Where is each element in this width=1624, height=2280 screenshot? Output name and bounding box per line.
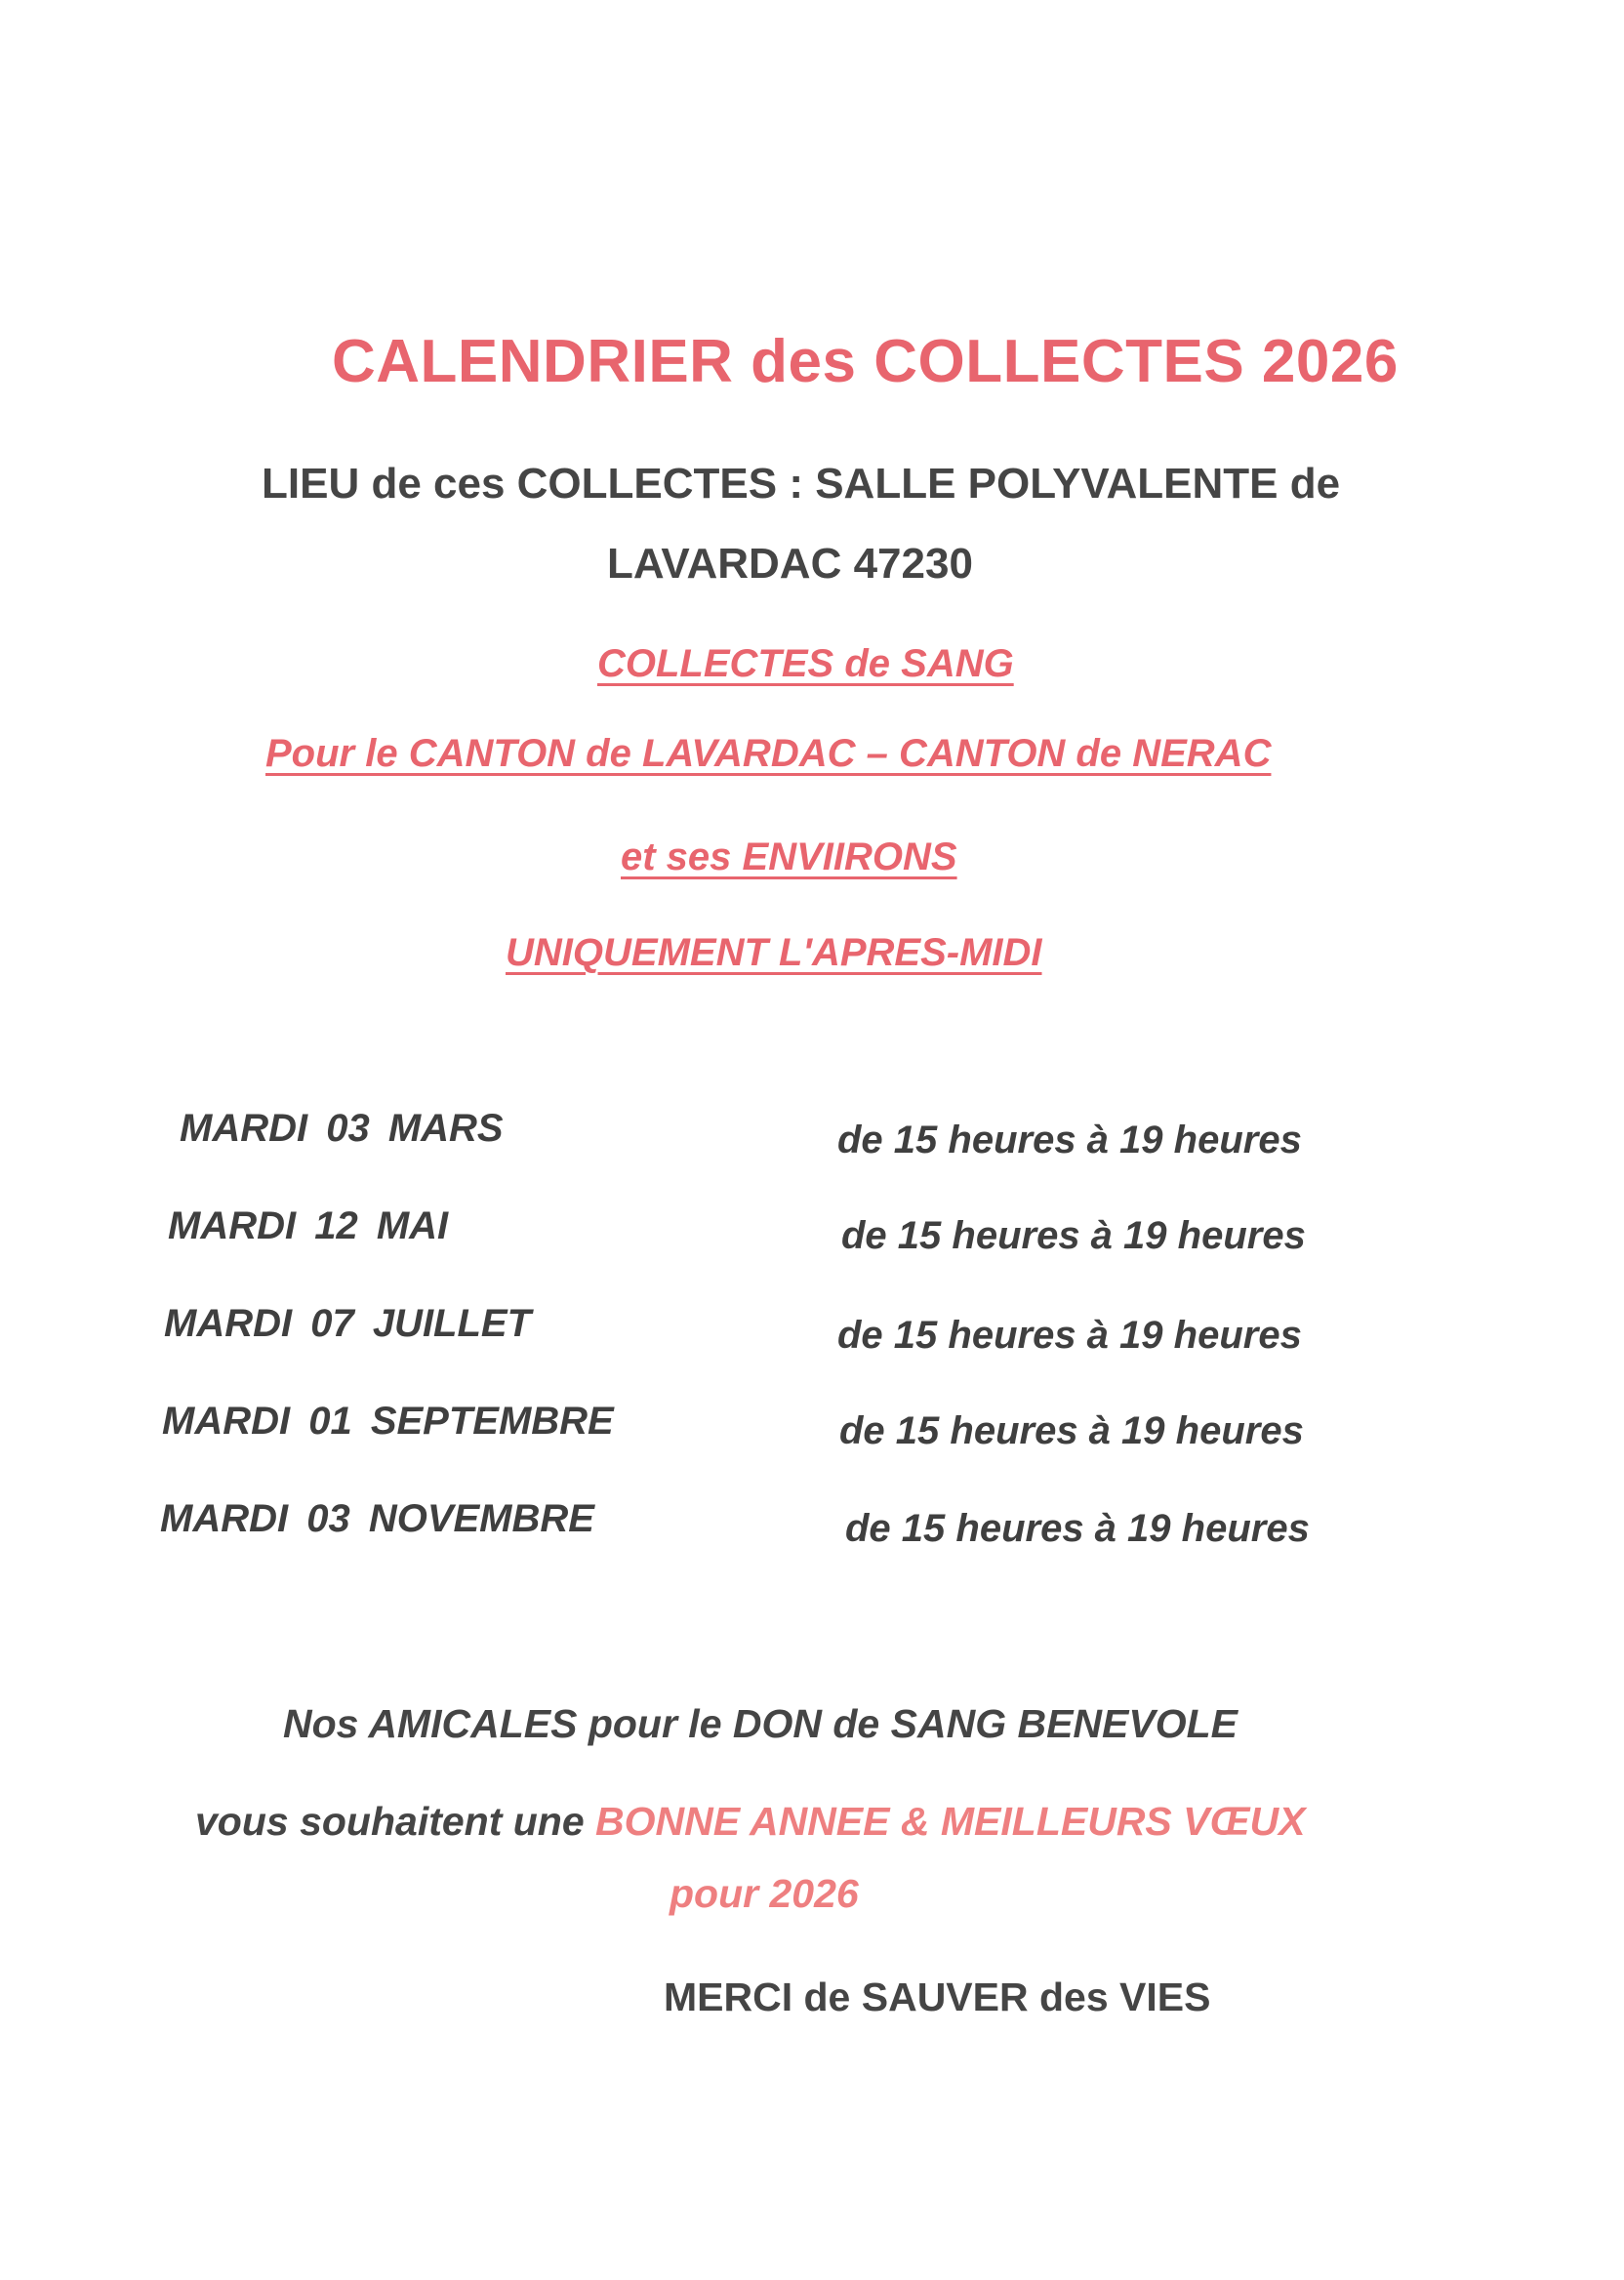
poster-title: CALENDRIER des COLLECTES 2026 (332, 328, 1399, 395)
schedule-date: MARDI 12 MAI (168, 1204, 449, 1247)
schedule-date: MARDI 03 NOVEMBRE (160, 1497, 594, 1540)
subtitle-cantons: Pour le CANTON de LAVARDAC – CANTON de NERAC (265, 732, 1272, 775)
subtitle-surroundings: et ses ENVIIRONS (621, 835, 957, 878)
schedule-hours: de 15 heures à 19 heures (845, 1507, 1310, 1550)
greeting-line-3: pour 2026 (670, 1871, 859, 1916)
location-line-1: LIEU de ces COLLECTES : SALLE POLYVALENTE de (262, 460, 1341, 508)
subtitle-afternoon-only: UNIQUEMENT L'APRES-MIDI (506, 931, 1042, 974)
greeting-highlight: BONNE ANNEE & MEILLEURS VŒUX (595, 1799, 1306, 1844)
greeting-line-1: Nos AMICALES pour le DON de SANG BENEVOLE (283, 1701, 1238, 1746)
schedule-hours: de 15 heures à 19 heures (837, 1314, 1302, 1357)
subtitle-blood-drives: COLLECTES de SANG (597, 642, 1014, 685)
schedule-hours: de 15 heures à 19 heures (841, 1214, 1306, 1257)
greeting-line-2 (195, 1799, 1306, 1844)
schedule-date: MARDI 01 SEPTEMBRE (162, 1400, 614, 1443)
greeting-prefix: vous souhaitent une (195, 1799, 596, 1844)
closing-message: MERCI de SAUVER des VIES (664, 1975, 1211, 2019)
schedule-date: MARDI 03 MARS (180, 1107, 504, 1150)
location-line-2: LAVARDAC 47230 (607, 540, 973, 588)
schedule-date: MARDI 07 JUILLET (164, 1302, 532, 1345)
schedule-hours: de 15 heures à 19 heures (837, 1119, 1302, 1161)
schedule-hours: de 15 heures à 19 heures (839, 1409, 1304, 1452)
